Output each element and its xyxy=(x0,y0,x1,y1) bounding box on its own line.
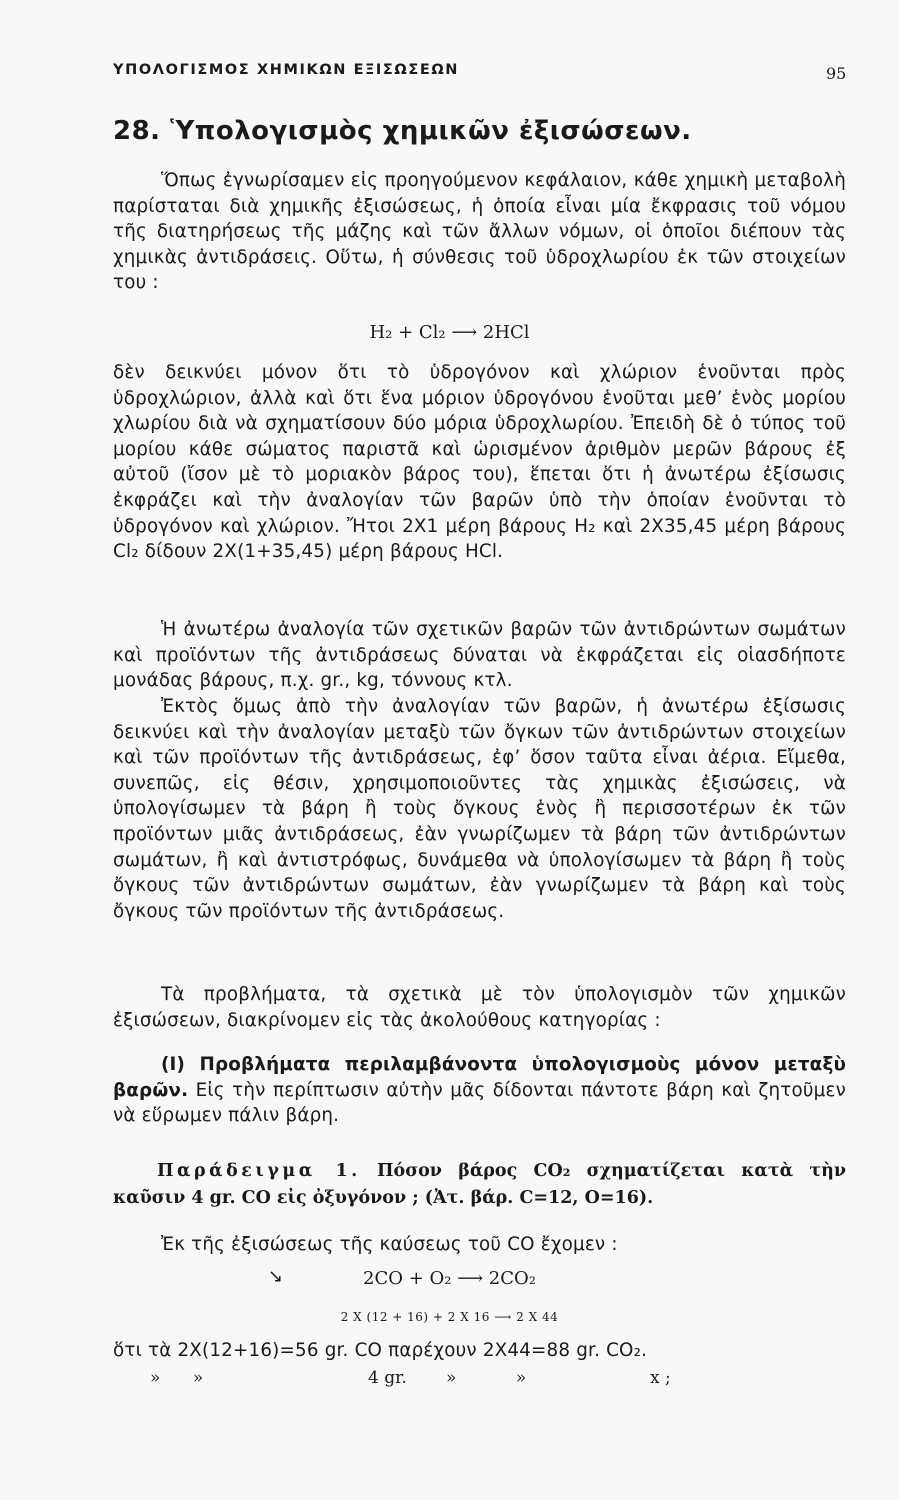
example-equation: 2CO + O₂ ⟶ 2CO₂ xyxy=(363,1268,536,1289)
paragraph-volumes: Ἐκτὸς ὅμως ἀπὸ τὴν ἀναλογίαν τῶν βαρῶν, ἡ ἀνωτέρω ἐξίσωσις δεικνύει καὶ τὴν ἀναλογίαν μεταξὺ τῶν ὄγκων τῶν ἀντιδρώντων στοιχείων καὶ τῶν προϊόντων τῆς ἀντιδράσεως, ἐφ’ ὅσον ταῦτα εἶναι ἀέρια. Εἴμεθα, συνεπῶς, εἰς θέσιν, χρησιμοποιοῦντες τὰς χημικὰς ἐξισώσεις, νὰ ὑπολογίσωμεν τὰ βάρη ἢ τοὺς ὄγκους ἑνὸς ἢ περισσοτέρων ἐκ τῶν προϊόντων μιᾶς ἀντιδράσεως, ἐὰν γνωρίζωμεν τὰ βάρη τῶν ἀντιδρώντων σωμάτων, ἢ καὶ ἀντιστρόφως, δυνάμεθα νὰ ὑπολογίσωμεν τὰ βάρη ἢ τοὺς ὄγκους τῶν ἀντιδρώντων σωμάτων, ἐὰν γνωρίζωμεν τὰ βάρη καὶ τοὺς ὄγκους τῶν προϊόντων τῆς ἀντιδράσεως. xyxy=(113,696,846,922)
running-head: ΥΠΟΛΟΓΙΣΜΟΣ ΧΗΜΙΚΩΝ ΕΞΙΣΩΣΕΩΝ xyxy=(113,62,460,78)
paragraph-categories: Τὰ προβλήματα, τὰ σχετικὰ μὲ τὸν ὑπολογισμὸν τῶν χημικῶν ἐξισώσεων, διακρίνομεν εἰς τὰς ἀκολούθους κατηγορίας : xyxy=(113,984,846,1031)
example-statement xyxy=(113,1158,846,1212)
ditto-marks-right: » » xyxy=(446,1368,527,1388)
example-question: Πόσον βάρος CO₂ σχηματίζεται κατὰ τὴν καῦσιν 4 gr. CO εἰς ὀξυγόνον ; (Ἀτ. βάρ. C=12, O=16). xyxy=(113,1161,846,1208)
paragraph-units: Ἡ ἀνωτέρω ἀναλογία τῶν σχετικῶν βαρῶν τῶν ἀντιδρώντων σωμάτων καὶ προϊόντων τῆς ἀντιδράσεως δύναται νὰ ἐκφράζεται εἰς οἱασδήποτε μονάδας βάρους, π.χ. gr., kg, τόννους κτλ. xyxy=(113,619,846,692)
ditto-value: 4 gr. xyxy=(368,1368,407,1388)
category-one-text: Εἰς τὴν περίπτωσιν αὐτὴν μᾶς δίδονται πάντοτε βάρη καὶ ζητοῦμεν νὰ εὕρωμεν πάλιν βάρη. xyxy=(113,1079,846,1127)
example-label: Παράδειγμα 1. xyxy=(157,1161,361,1181)
ditto-marks-left: » » xyxy=(150,1368,204,1388)
example-weights: 2 X (12 + 16) + 2 X 16 ⟶ 2 X 44 xyxy=(340,1310,559,1324)
paragraph-intro: Ὅπως ἐγνωρίσαμεν εἰς προηγούμενον κεφάλαιον, κάθε χημικὴ μεταβολὴ παρίσταται διὰ χημικῆς ἐξισώσεως, ἡ ὁποία εἶναι μία ἔκφρασις τοῦ νόμου τῆς διατηρήσεως τῆς μάζης καὶ τῶν ἄλλων νόμων, οἱ ὁποῖοι διέπουν τὰς χημικὰς ἀντιδράσεις. Οὕτω, ἡ σύνθεσις τοῦ ὑδροχλωρίου ἐκ τῶν στοιχείων του : xyxy=(113,170,846,294)
example-result: ὅτι τὰ 2X(12+16)=56 gr. CO παρέχουν 2X44=88 gr. CO₂. xyxy=(113,1340,648,1361)
example-intro: Ἐκ τῆς ἐξισώσεως τῆς καύσεως τοῦ CO ἔχομεν : xyxy=(161,1234,618,1255)
category-one-title: (I) Προβλήματα περιλαμβάνοντα ὑπολογισμοὺς μόνον μεταξὺ βαρῶν. xyxy=(113,1054,846,1101)
paragraph-category-one xyxy=(113,1052,846,1129)
section-heading: 28. Ὑπολογισμὸς χημικῶν ἐξισώσεων. xyxy=(113,116,692,146)
paragraph-weight-ratio: δὲν δεικνύει μόνον ὅτι τὸ ὑδρογόνον καὶ χλώριον ἑνοῦνται πρὸς ὑδροχλώριον, ἀλλὰ καὶ ὅτι ἕνα μόριον ὑδρογόνου ἑνοῦται μεθ’ ἑνὸς μορίου χλωρίου διὰ νὰ σχηματίσουν δύο μόρια ὑδροχλωρίου. Ἐπειδὴ δὲ ὁ τύπος τοῦ μορίου κάθε σώματος παριστᾶ καὶ ὡρισμένον ἀριθμὸν μερῶν βάρους ἐξ αὐτοῦ (ἴσον μὲ τὸ μοριακὸν βάρος του), ἕπεται ὅτι ἡ ἀνωτέρω ἐξίσωσις ἐκφράζει καὶ τὴν ἀναλογίαν τῶν βαρῶν ὑπὸ τὴν ὁποίαν ἑνοῦνται τὸ ὑδρογόνον καὶ χλώριον. Ἤτοι 2X1 μέρη βάρους H₂ καὶ 2X35,45 μέρη βάρους Cl₂ δίδουν 2X(1+35,45) μέρη βάρους HCl. xyxy=(113,362,846,563)
page-number: 95 xyxy=(826,64,847,83)
equation-hcl: H₂ + Cl₂ ⟶ 2HCl xyxy=(369,322,530,343)
pencil-mark-icon: ↘ xyxy=(268,1266,284,1287)
unknown-x: x ; xyxy=(650,1368,671,1388)
